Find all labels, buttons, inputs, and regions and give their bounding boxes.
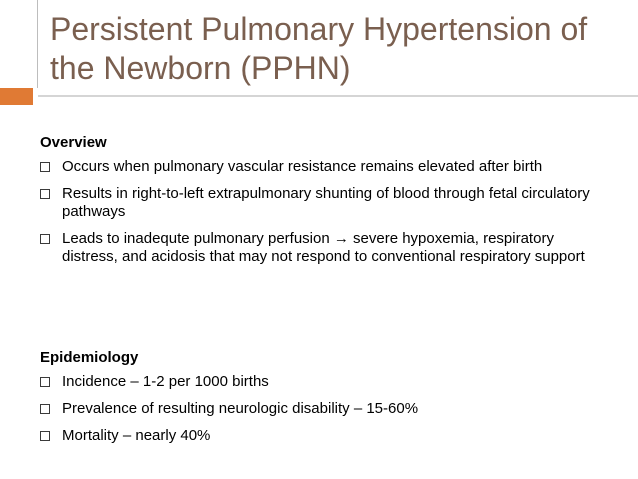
square-bullet-icon xyxy=(40,189,50,199)
bullet-text: Results in right-to-left extrapulmonary shunting of blood through fetal circulatory pathways xyxy=(62,185,590,220)
epidemiology-heading: Epidemiology xyxy=(40,349,139,366)
overview-heading: Overview xyxy=(40,134,107,151)
bullet-text: Prevalence of resulting neurologic disability – 15-60% xyxy=(62,400,419,417)
square-bullet-icon xyxy=(40,404,50,414)
bullet-text: Leads to inadequte pulmonary perfusion → severe hypoxemia, respiratory distress, and acidosis that may not respond to conventional respiratory support xyxy=(62,230,585,265)
title-left-rule xyxy=(37,0,38,88)
square-bullet-icon xyxy=(40,377,50,387)
overview-list xyxy=(40,158,600,275)
bullet-text: Mortality – nearly 40% xyxy=(62,427,211,444)
square-bullet-icon xyxy=(40,162,50,172)
bullet-text: Incidence – 1-2 per 1000 births xyxy=(62,373,269,390)
epidemiology-list xyxy=(40,373,600,454)
list-item xyxy=(40,373,600,391)
title-underline xyxy=(38,95,638,97)
list-item xyxy=(40,230,600,266)
list-item xyxy=(40,400,600,418)
list-item xyxy=(40,158,600,176)
bullet-text: Occurs when pulmonary vascular resistance remains elevated after birth xyxy=(62,158,543,175)
square-bullet-icon xyxy=(40,234,50,244)
list-item xyxy=(40,427,600,445)
list-item xyxy=(40,185,600,221)
accent-bar xyxy=(0,88,33,105)
slide-title: Persistent Pulmonary Hypertension of the Newborn (PPHN) xyxy=(50,11,588,86)
square-bullet-icon xyxy=(40,431,50,441)
